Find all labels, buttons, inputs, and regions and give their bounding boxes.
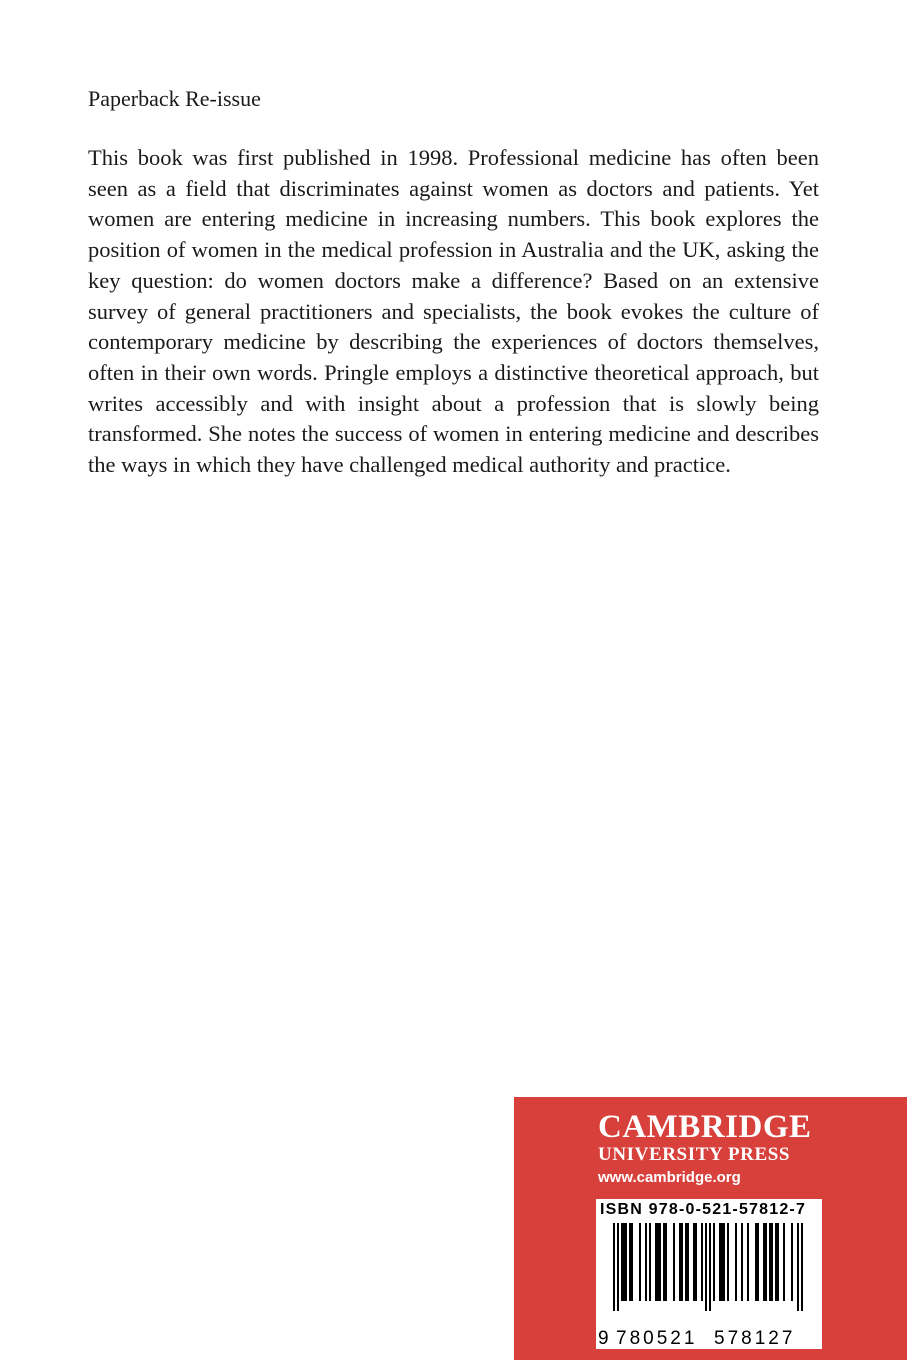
- barcode-bar: [679, 1223, 681, 1301]
- barcode-bar: [639, 1223, 641, 1301]
- barcode-bar: [687, 1223, 689, 1301]
- barcode-bar: [681, 1223, 683, 1301]
- barcode-bar: [649, 1223, 651, 1301]
- barcode-bar: [663, 1223, 665, 1301]
- barcode-bar: [719, 1223, 721, 1301]
- barcode-bar: [631, 1223, 633, 1301]
- barcode-guard-bar: [705, 1223, 707, 1311]
- book-description: This book was first published in 1998. Professional medicine has often been seen as a field that discriminates against women as doctors and patients. Yet women are entering medicine in increasing numbers. This book explores the position of women in the medical profession in Australia and the UK, asking the key question: do women doctors make a difference? Based on an extensive survey of general practitioners and specialists, the book evokes the culture of contemporary medicine by describing the experiences of doctors themselves, often in their own words. Pringle employs a distinctive theoretical approach, but writes accessibly and with insight about a profession that is slowly being transformed. She notes the success of women in entering medicine and describes the ways in which they have challenged medical authority and practice.: [88, 145, 819, 478]
- barcode-digit-group-left: 780521: [616, 1328, 698, 1349]
- barcode-bar: [783, 1223, 785, 1301]
- barcode-bars: [613, 1223, 803, 1311]
- barcode-bar: [657, 1223, 659, 1301]
- barcode-guard-bar: [797, 1223, 799, 1311]
- barcode-digit-group-right: 578127: [714, 1328, 796, 1349]
- barcode-bar: [769, 1223, 771, 1301]
- barcode-bar: [775, 1223, 777, 1301]
- barcode-bar: [623, 1223, 625, 1301]
- barcode-bar: [741, 1223, 743, 1301]
- barcode-guard-bar: [709, 1223, 711, 1311]
- barcode-bar: [777, 1223, 779, 1301]
- barcode-bar: [723, 1223, 725, 1301]
- barcode-bar: [629, 1223, 631, 1301]
- barcode-bar: [621, 1223, 623, 1301]
- barcode-bar: [721, 1223, 723, 1301]
- barcode-bar: [757, 1223, 759, 1301]
- barcode-guard-bar: [801, 1223, 803, 1311]
- barcode-bar: [695, 1223, 697, 1301]
- barcode-bar: [791, 1223, 793, 1301]
- barcode-bar: [763, 1223, 765, 1301]
- barcode-bar: [747, 1223, 749, 1301]
- barcode-bar: [735, 1223, 737, 1301]
- barcode-bar: [727, 1223, 729, 1301]
- isbn-label: ISBN 978-0-521-57812-7: [600, 1201, 807, 1218]
- barcode-bar: [659, 1223, 661, 1301]
- barcode-bar: [655, 1223, 657, 1301]
- barcode-graphic: [596, 1223, 822, 1349]
- barcode-bar: [645, 1223, 647, 1301]
- barcode-bar: [755, 1223, 757, 1301]
- barcode-bar: [771, 1223, 773, 1301]
- barcode-bar: [693, 1223, 695, 1301]
- edition-label: Paperback Re-issue: [88, 86, 261, 111]
- barcode-guard-bar: [617, 1223, 619, 1311]
- barcode-digit-group-first: 9: [598, 1328, 609, 1349]
- barcode-box: [596, 1199, 822, 1349]
- barcode-bar: [685, 1223, 687, 1301]
- publisher-url: www.cambridge.org: [598, 1169, 741, 1186]
- barcode-bar: [713, 1223, 715, 1301]
- barcode-bar: [701, 1223, 703, 1301]
- barcode-bar: [765, 1223, 767, 1301]
- barcode-bar: [665, 1223, 667, 1301]
- barcode-guard-bar: [613, 1223, 615, 1311]
- publisher-name: CAMBRIDGE: [598, 1109, 812, 1145]
- publisher-panel: [514, 1097, 907, 1360]
- publisher-subtitle: UNIVERSITY PRESS: [598, 1144, 791, 1165]
- barcode-bar: [625, 1223, 627, 1301]
- barcode-bar: [673, 1223, 675, 1301]
